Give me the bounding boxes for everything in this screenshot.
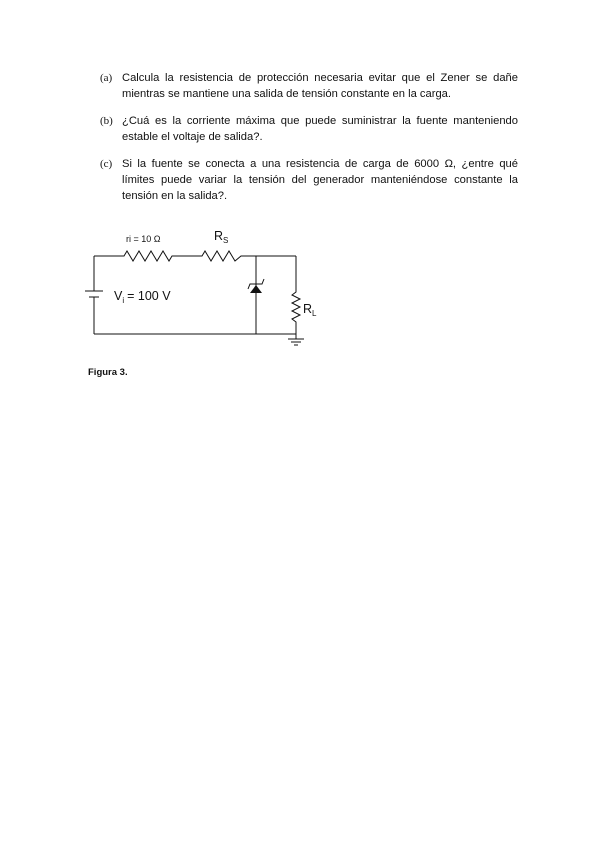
load-resistor: [292, 256, 300, 339]
question-label: (c): [100, 158, 113, 170]
question-label: (b): [100, 115, 113, 127]
zener-circuit-diagram: [84, 226, 324, 354]
zener-diode-icon: [250, 285, 262, 293]
vi-value: = 100 V: [127, 289, 171, 303]
rl-main: R: [303, 302, 313, 316]
question-text: ¿Cuá es la corriente máxima que puede suministrar la fuente manteniendo estable el voltaje de salida?.: [122, 115, 518, 143]
top-wire: [94, 251, 296, 261]
rl-sub: L: [312, 309, 317, 318]
question-text: Calcula la resistencia de protección necesaria evitar que el Zener se dañe mientras se mantiene una salida de tensión constante en la carga.: [122, 72, 518, 100]
figure-caption: Figura 3.: [88, 367, 128, 378]
question-list: [100, 70, 518, 215]
ri-label: ri = 10 Ω: [126, 234, 161, 244]
vi-sub: i: [122, 296, 125, 305]
vi-label: [114, 289, 171, 305]
rl-label: [303, 302, 317, 318]
question-text: Si la fuente se conecta a una resistencia de carga de 6000 Ω, ¿entre qué límites puede variar la tensión del generador manteniéndose constante la tensión en la salida?.: [122, 158, 518, 202]
question-c: [100, 156, 518, 204]
rs-sub: S: [223, 236, 229, 245]
question-label: (a): [100, 72, 113, 84]
rs-label: [214, 229, 228, 245]
vi-main: V: [114, 289, 123, 303]
rs-main: R: [214, 229, 224, 243]
question-a: [100, 70, 518, 102]
question-b: [100, 113, 518, 145]
